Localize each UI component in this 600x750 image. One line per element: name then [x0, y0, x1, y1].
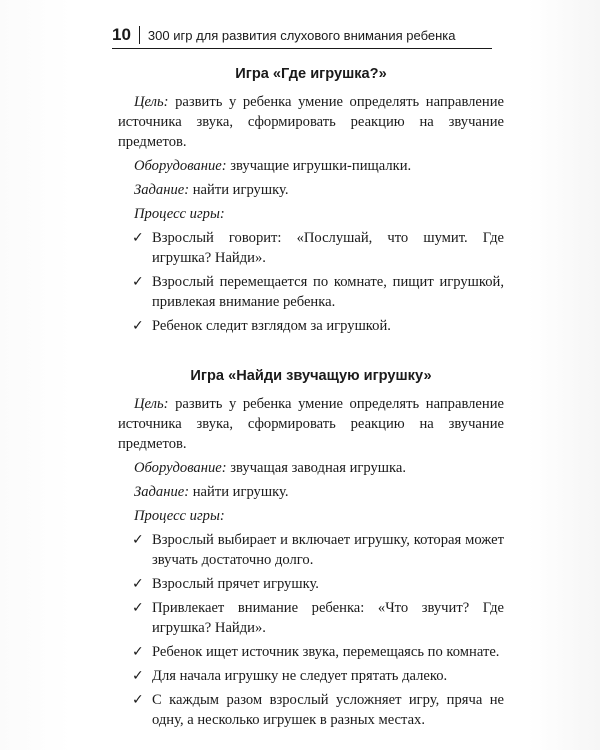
- goal-text: развить у ребенка умение определять направление источника звука, сформировать реакцию на звучание предметов.: [118, 94, 504, 150]
- step-text: Взрослый выбирает и включает игрушку, которая может звучать достаточно долго.: [152, 532, 504, 568]
- task-text: найти игрушку.: [189, 182, 289, 198]
- equipment-label: Оборудование:: [134, 460, 227, 476]
- page-number: 10: [112, 26, 140, 44]
- book-title: 300 игр для развития слухового внимания ребенка: [147, 28, 456, 43]
- process-label: Процесс игры:: [134, 206, 225, 222]
- task-text: найти игрушку.: [189, 484, 289, 500]
- game-title: Игра «Найди звучащую игрушку»: [190, 368, 432, 384]
- goal-text: развить у ребенка умение определять направление источника звука, сформировать реакцию на звучание предметов.: [118, 396, 504, 452]
- goal-label: Цель:: [134, 94, 169, 110]
- equipment-label: Оборудование:: [134, 158, 227, 174]
- step-text: Ребенок следит взглядом за игрушкой.: [152, 318, 391, 334]
- list-item: [118, 666, 504, 686]
- game-section-1: [118, 64, 504, 336]
- list-item: [118, 530, 504, 570]
- page-content: [118, 64, 504, 734]
- steps-list: [118, 530, 504, 730]
- goal-paragraph: [118, 394, 504, 454]
- check-icon: ✓: [132, 274, 144, 290]
- task-label: Задание:: [134, 484, 190, 500]
- equipment-text: звучащие игрушки-пищалки.: [226, 158, 412, 174]
- check-icon: ✓: [132, 600, 144, 616]
- task-label: Задание:: [134, 182, 190, 198]
- check-icon: ✓: [132, 644, 144, 660]
- list-item: [118, 598, 504, 638]
- check-icon: ✓: [132, 668, 144, 684]
- goal-paragraph: [118, 92, 504, 152]
- steps-list: [118, 228, 504, 336]
- check-icon: ✓: [132, 532, 144, 548]
- step-text: Взрослый прячет игрушку.: [152, 576, 319, 592]
- process-label: Процесс игры:: [134, 508, 225, 524]
- step-text: Привлекает внимание ребенка: «Что звучит? Где игрушка? Найди».: [152, 600, 504, 636]
- equipment-text: звучащая заводная игрушка.: [226, 460, 407, 476]
- check-icon: ✓: [132, 230, 144, 246]
- goal-label: Цель:: [134, 396, 169, 412]
- game-title: Игра «Где игрушка?»: [235, 66, 387, 82]
- list-item: [118, 272, 504, 312]
- equipment-line: [118, 458, 504, 478]
- check-icon: ✓: [132, 318, 144, 334]
- step-text: С каждым разом взрослый усложняет игру, пряча не одну, а несколько игрушек в разных местах.: [152, 692, 504, 728]
- check-icon: ✓: [132, 692, 144, 708]
- list-item: [118, 316, 504, 336]
- step-text: Взрослый говорит: «Послушай, что шумит. Где игрушка? Найди».: [152, 230, 504, 266]
- task-line: [118, 482, 504, 502]
- list-item: [118, 690, 504, 730]
- list-item: [118, 574, 504, 594]
- equipment-line: [118, 156, 504, 176]
- step-text: Взрослый перемещается по комнате, пищит игрушкой, привлекая внимание ребенка.: [152, 274, 504, 310]
- step-text: Для начала игрушку не следует прятать далеко.: [152, 668, 448, 684]
- check-icon: ✓: [132, 576, 144, 592]
- running-header: [112, 26, 492, 49]
- list-item: [118, 228, 504, 268]
- game-section-2: [118, 366, 504, 730]
- step-text: Ребенок ищет источник звука, перемещаясь по комнате.: [152, 644, 500, 660]
- task-line: [118, 180, 504, 200]
- list-item: [118, 642, 504, 662]
